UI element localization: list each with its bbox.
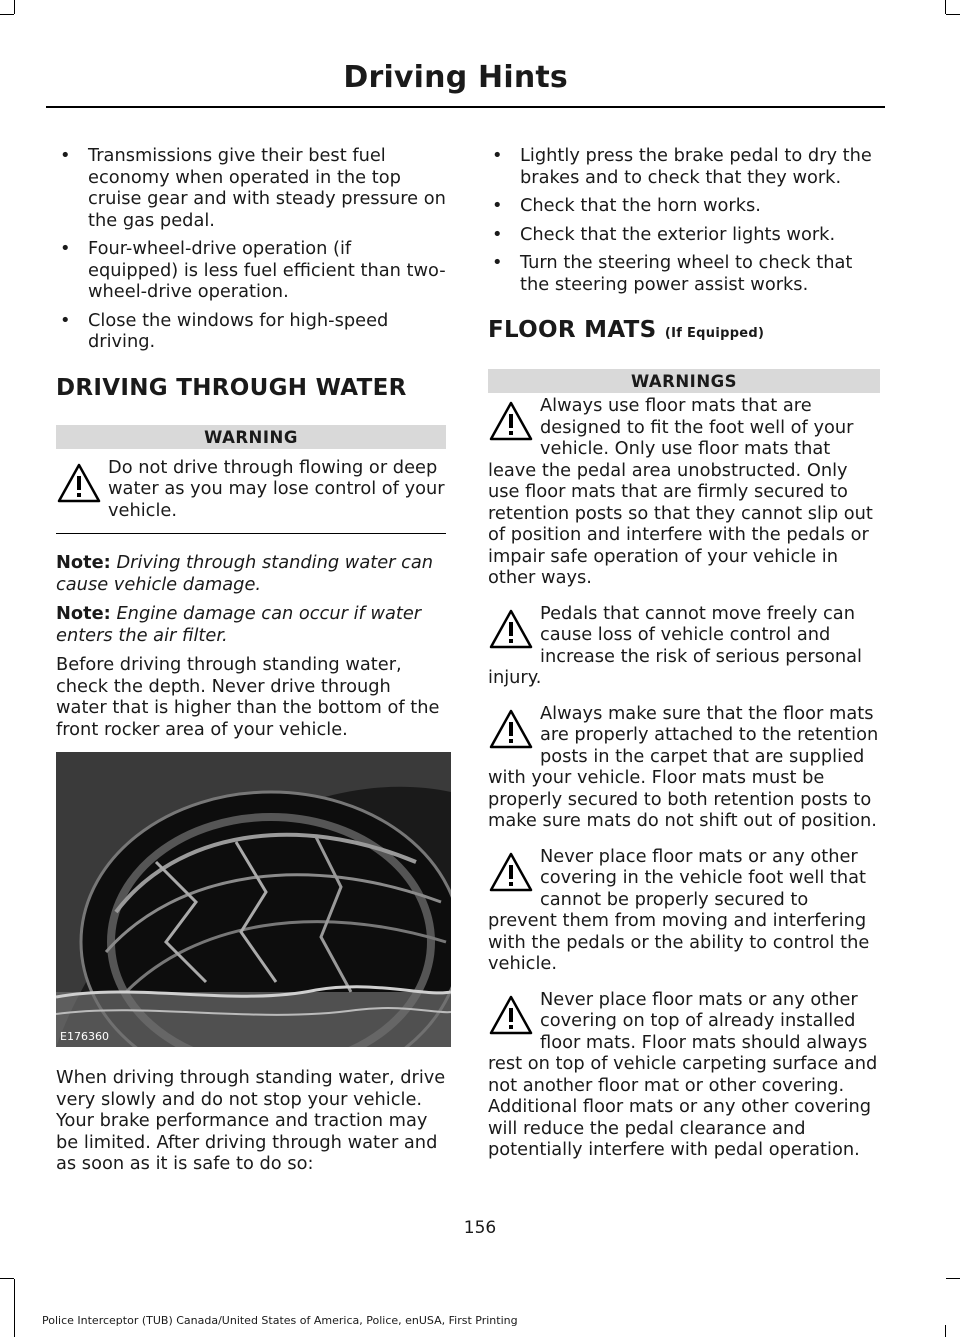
left-column: [56, 145, 446, 1183]
header-rule: [46, 106, 885, 108]
page-title: Driving Hints: [343, 60, 568, 95]
list-item: • Close the windows for high-speed driving.: [60, 309, 389, 352]
crop-mark: [946, 1278, 960, 1279]
bullet-icon: •: [60, 309, 71, 331]
warning-water: Do not drive through flowing or deep water as you may lose control of your vehicle.: [56, 457, 446, 522]
page-number: 156: [463, 1218, 497, 1238]
note-2: Note: Engine damage can occur if water enters the air filter.: [56, 603, 422, 646]
warning-triangle-icon: [488, 993, 538, 1043]
bullet-icon: •: [492, 145, 503, 166]
crop-mark: [945, 0, 946, 14]
paragraph-after-water: When driving through standing water, drive very slowly and do not stop your vehicle. Your brake performance and traction may be limited. After driving through water and as soon as it is safe to do so:: [56, 1067, 446, 1174]
after-water-checklist: [488, 145, 880, 295]
crop-mark: [946, 14, 960, 15]
list-item: • Check that the horn works.: [492, 195, 761, 216]
bullet-icon: •: [492, 223, 503, 245]
crop-mark: [945, 1325, 946, 1337]
warning-divider: [56, 533, 446, 534]
section-title-water: DRIVING THROUGH WATER: [56, 374, 407, 401]
crop-mark: [0, 1278, 14, 1279]
list-item: • Check that the exterior lights work.: [492, 223, 836, 245]
warning-triangle-icon: [56, 461, 106, 511]
warnings-header: WARNINGS: [488, 369, 880, 393]
warning-header: WARNING: [56, 425, 446, 449]
warning-triangle-icon: [488, 707, 538, 757]
warning-item: Never place floor mats or any other covering on top of already installed floor mats. Floor mats should always rest on top of vehicle carpeting surface and not another floor mat or other covering. Additional floor mats or any other covering will reduce the pedal clearance and potentially interfere with pedal operation.: [488, 988, 878, 1160]
footer-text: Police Interceptor (TUB) Canada/United States of America, Police, enUSA, First Printing: [42, 1314, 518, 1327]
bullet-icon: •: [60, 145, 71, 166]
warning-triangle-icon: [488, 399, 538, 449]
bullet-icon: •: [492, 195, 503, 216]
tire-in-water-illustration: [56, 752, 451, 1047]
bullet-icon: •: [492, 252, 503, 273]
right-column: [488, 145, 880, 1161]
list-item: • Lightly press the brake pedal to dry the brakes and to check that they work.: [492, 145, 872, 188]
list-item: • Turn the steering wheel to check that the steering power assist works.: [492, 252, 853, 295]
warning-item: Always make sure that the floor mats are properly attached to the retention posts in the carpet that are supplied with your vehicle. Floor mats must be properly secured to both retention posts to make sure mats do not shift out of position.: [488, 702, 879, 831]
warning-item: Never place floor mats or any other covering in the vehicle foot well that cannot be properly secured to prevent them from moving and interfering with the pedals or the ability to control the vehicle.: [488, 845, 870, 974]
warning-item: Always use floor mats that are designed to fit the foot well of your vehicle. Only use floor mats that leave the pedal area unobstructed. Only use floor mats that are firmly secured to retention posts so that they cannot slip out of position and interfere with the pedals or impair safe operation of your vehicle in other ways.: [488, 395, 873, 588]
fuel-tips-list: [56, 145, 446, 353]
bullet-icon: •: [60, 238, 71, 259]
warning-triangle-icon: [488, 850, 538, 900]
note-1: Note: Driving through standing water can cause vehicle damage.: [56, 552, 434, 595]
warning-triangle-icon: [488, 607, 538, 657]
list-item: • Four-wheel-drive operation (if equipped) is less fuel efficient than two-wheel-drive operation.: [60, 238, 446, 302]
figure-code: E176360: [60, 1030, 109, 1043]
water-wheel-figure: [56, 752, 451, 1047]
paragraph-depth: Before driving through standing water, check the depth. Never drive through water that is higher than the bottom of the front rocker area of your vehicle.: [56, 654, 440, 740]
list-item: • Transmissions give their best fuel economy when operated in the top cruise gear and with steady pressure on the gas pedal.: [60, 145, 446, 231]
crop-mark: [0, 14, 14, 15]
crop-mark: [14, 0, 15, 14]
warning-item: Pedals that cannot move freely can cause loss of vehicle control and increase the risk of serious personal injury.: [488, 602, 862, 688]
crop-mark: [14, 1279, 15, 1337]
section-title-floor-mats: FLOOR MATS (If Equipped): [488, 317, 765, 343]
